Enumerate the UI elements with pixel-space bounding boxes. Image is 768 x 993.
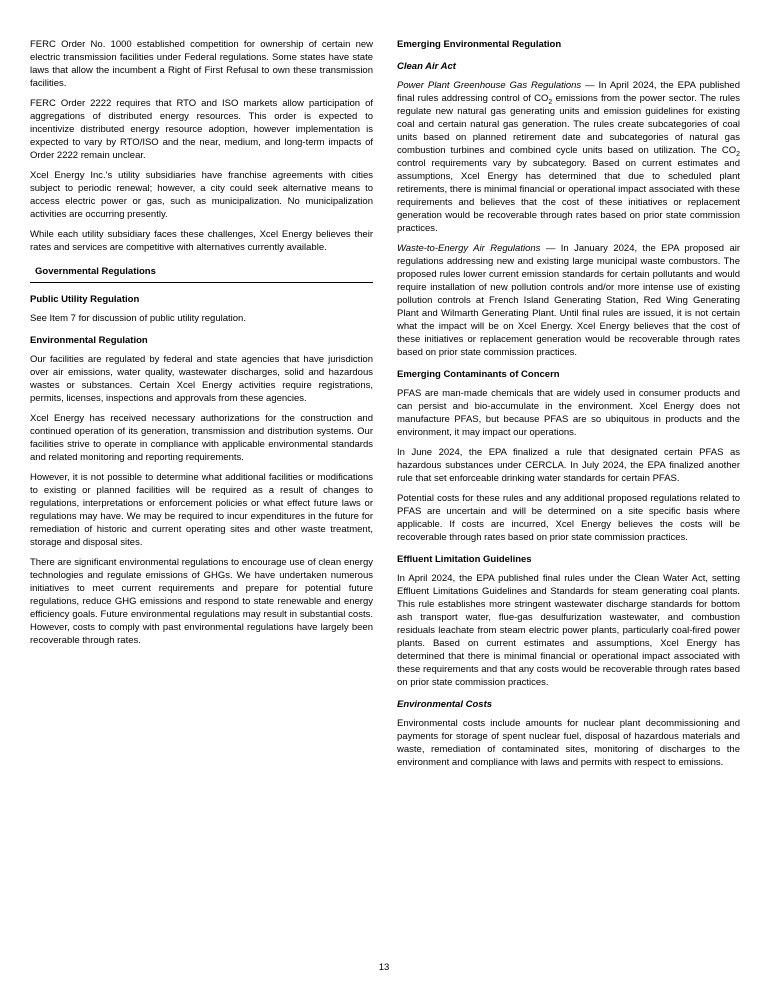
paragraph-segment: control requirements vary by subcategory. Based on current estimates and assumptions, Xcel Energy has determined that due to scheduled plant retirements, there is minimal financial or operational impact associated with these requirements and believes that the cost of these initiatives or replacement generation would be recoverable through rates based on prior state commission practices. (397, 158, 740, 234)
paragraph-effluent-guidelines: In April 2024, the EPA published final rules under the Clean Water Act, setting Effluent Limitations Guidelines and Standards for steam generating coal plants. This rule establishes more stringent wastewater discharge standards for bottom ash transport water, flue-gas desulfurization wastewater, and combustion residuals leachate from steam electric power plants, particularly coal-fired power plants. Based on current estimates and assumptions, Xcel Energy has determined that there is minimal financial or operational impact associated with these requirements and that any costs would be recoverable through rates based on prior state commission practices. (397, 573, 740, 688)
paragraph-authorizations: Xcel Energy has received necessary authorizations for the construction and continued operation of its generation, transmission and distribution systems. Our facilities strive to operate in compliance with applicable environmental standards and related monitoring and reporting requirements. (30, 413, 373, 463)
paragraph-ferc-order-2222: FERC Order 2222 requires that RTO and ISO markets allow participation of aggregations of distributed energy resources. This order is expected to incentivize distributed energy resource adoption, however implementation is expected to vary by RTO/ISO and the near, medium, and long-term impacts of Order 2222 remain unclear. (30, 98, 373, 161)
section-header-governmental-regulations: Governmental Regulations (30, 265, 373, 283)
italic-lead-power-plant-ghg: Power Plant Greenhouse Gas Regulations (397, 80, 582, 91)
two-column-layout (30, 38, 740, 776)
heading-environmental-regulation: Environmental Regulation (30, 335, 148, 346)
heading-public-utility-regulation: Public Utility Regulation (30, 294, 140, 305)
paragraph-environmental-costs: Environmental costs include amounts for nuclear plant decommissioning and payments for storage of spent nuclear fuel, disposal of hazardous materials and waste, remediation of contaminated sites, monitoring of discharges to the environment and compliance with laws and permits with respect to emissions. (397, 718, 740, 768)
heading-emerging-environmental-regulation: Emerging Environmental Regulation (397, 39, 562, 50)
right-column (397, 38, 740, 776)
paragraph-significant-environmental-regulations: There are significant environmental regulations to encourage use of clean energy technologies and regulate emissions of GHGs. We have undertaken numerous initiatives to meet current requirements and prepare for potential future regulations, reduce GHG emissions and respond to state renewable and energy efficiency goals. Future environmental regulations may result in substantial costs. However, costs to comply with past environmental regulations have largely been recoverable through rates. (30, 557, 373, 646)
paragraph-waste-to-energy-regulations (397, 242, 740, 359)
paragraph-pfas-costs: Potential costs for these rules and any additional proposed regulations related to PFAS are uncertain and will be determined on a site specific basis where applicable. If costs are incurred, Xcel Energy believes the costs will be recoverable through rates based on prior state commission practices. (397, 493, 740, 543)
paragraph-ferc-order-1000: FERC Order No. 1000 established competition for ownership of certain new electric transmission facilities under Federal regulations. Some states have state laws that allow the incumbent a Right of First Refusal to own these transmission facilities. (30, 39, 373, 89)
heading-emerging-contaminants: Emerging Contaminants of Concern (397, 369, 560, 380)
paragraph-competitive-rates: While each utility subsidiary faces these challenges, Xcel Energy believes their rates and services are competitive with alternatives currently available. (30, 229, 373, 253)
paragraph-segment: — In April 2024, the EPA published final rules addressing control of CO (397, 80, 740, 104)
page-number: 13 (378, 962, 390, 973)
heading-environmental-costs: Environmental Costs (397, 699, 493, 710)
paragraph-see-item-7: See Item 7 for discussion of public utility regulation. (30, 313, 246, 324)
co2-subscript: 2 (736, 150, 740, 158)
paragraph-not-possible-to-determine: However, it is not possible to determine what additional facilities or modifications to existing or planned facilities will be required as a result of changes to regulations, interpretations or enforcement policies or what effect future laws or regulations may have. We may be required to incur expenditures in the future for remediation of historic and current operating sites and other waste treatment, storage and disposal sites. (30, 472, 373, 548)
paragraph-power-plant-ghg-regulations (397, 79, 740, 235)
co2-subscript: 2 (548, 98, 553, 106)
left-column (30, 38, 373, 776)
paragraph-pfas-overview: PFAS are man-made chemicals that are widely used in consumer products and can persist and bio-accumulate in the environment. Xcel Energy does not manufacture PFAS, but because PFAS are so ubiquitous in products and the environment, it may impact our operations. (397, 388, 740, 438)
paragraph-segment: — In January 2024, the EPA proposed air regulations addressing new and existing large municipal waste combustors. The proposed rules lower current emission standards for certain pollutants and would require installation of new pollution controls and/or more intense use of existing pollution controls at French Island Generating Station, Red Wing Generating Plant and Wilmarth Generating Plant. Until final rules are issued, it is not certain what the impact will be on Xcel Energy. Xcel Energy believes that the cost of these initiatives or replacement generation would be recoverable through rates based on prior state commission practices. (397, 243, 740, 358)
italic-lead-waste-to-energy: Waste-to-Energy Air Regulations (397, 243, 541, 254)
paragraph-segment: emissions from the power sector. The rules regulate new natural gas generating units and emission guidelines for existing coal and certain natural gas generation. The rules create subcategories of coal units based on planned retirement date and subcategories of natural gas combustion turbines and combined cycle units based on utilization. The CO (397, 93, 740, 156)
heading-effluent-limitation-guidelines: Effluent Limitation Guidelines (397, 554, 532, 565)
heading-clean-air-act: Clean Air Act (397, 61, 456, 72)
paragraph-facilities-regulated: Our facilities are regulated by federal and state agencies that have jurisdiction over air emissions, water quality, wastewater discharges, solid and hazardous wastes or substances. Certain Xcel Energy activities require registrations, permits, licenses, inspections and approvals from these agencies. (30, 354, 373, 404)
paragraph-pfas-rules: In June 2024, the EPA finalized a rule that designated certain PFAS as hazardous substances under CERCLA. In July 2024, the EPA finalized another rule that set enforceable drinking water standards for certain PFAS. (397, 447, 740, 484)
paragraph-franchise-agreements: Xcel Energy Inc.'s utility subsidiaries have franchise agreements with cities subject to periodic renewal; however, a city could seek alternative means to access electric power or gas, such as municipalization. No municipalization activities are occurring presently. (30, 170, 373, 220)
